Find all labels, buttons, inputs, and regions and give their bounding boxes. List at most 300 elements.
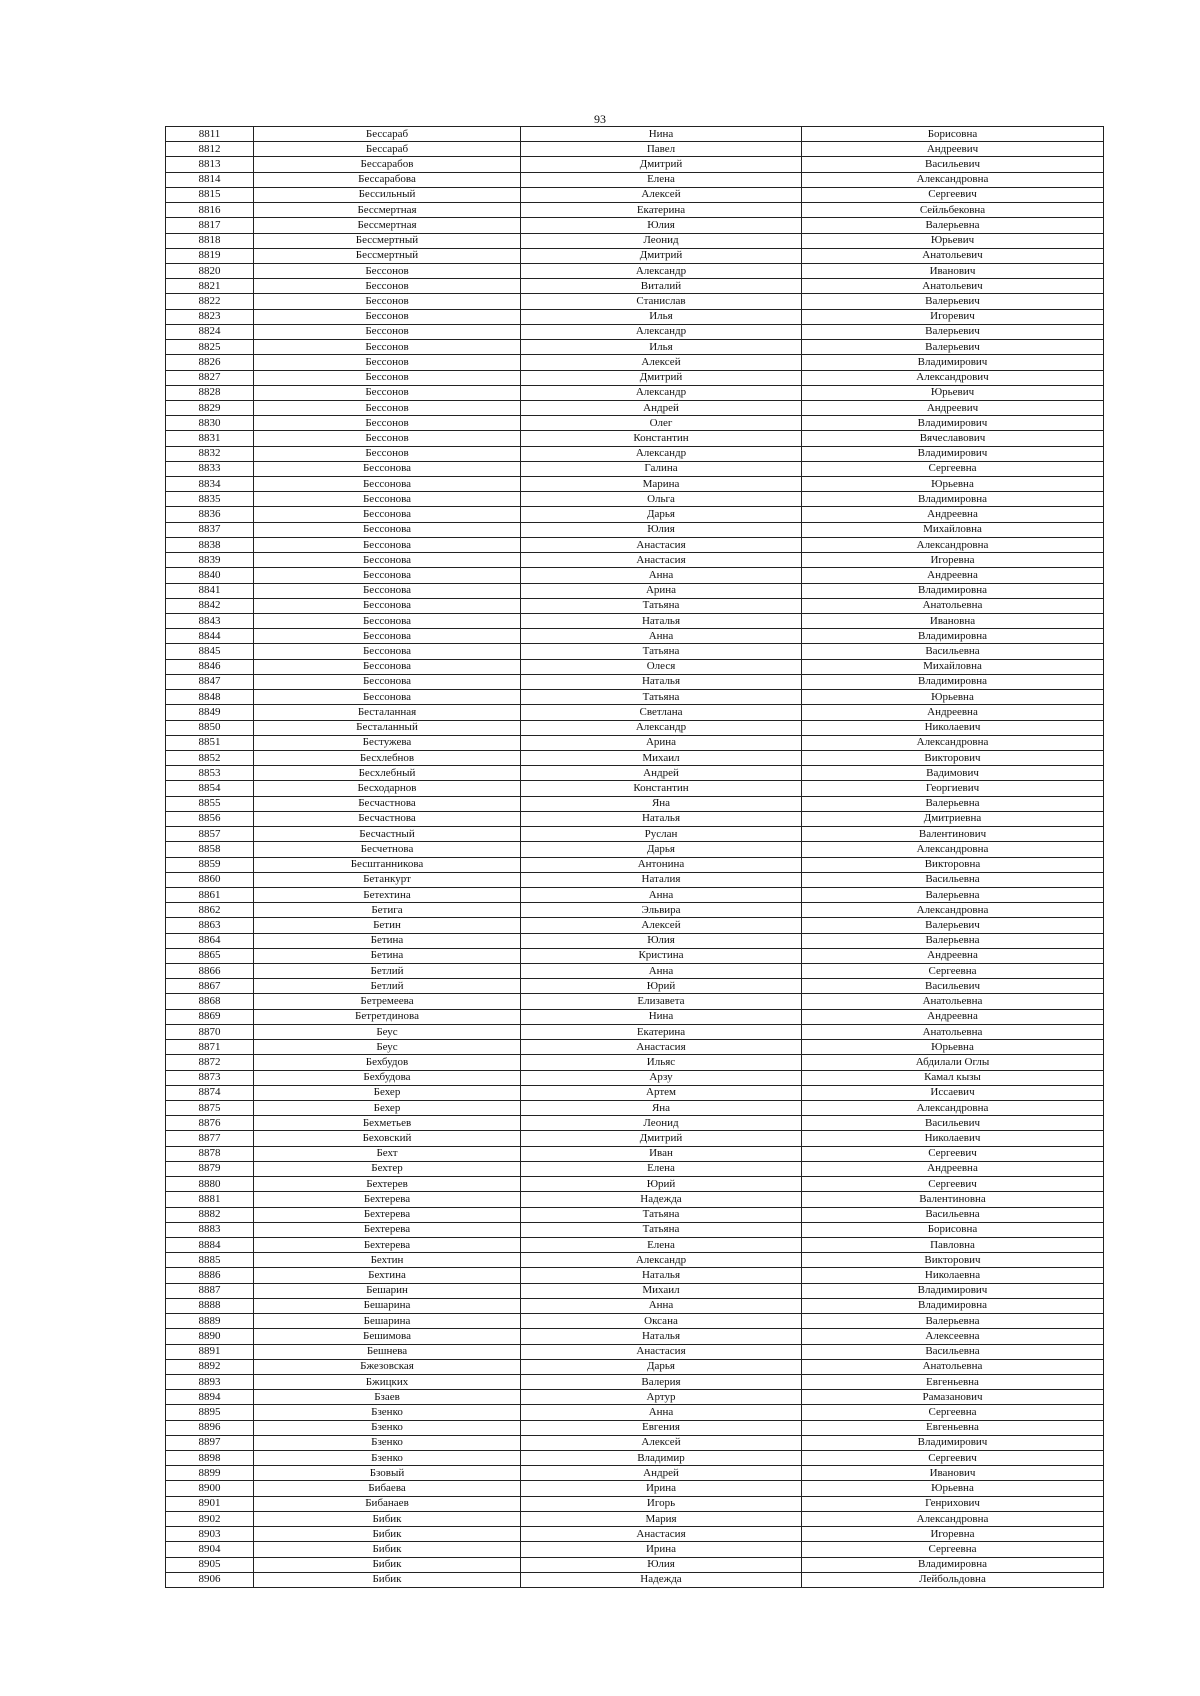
patronymic-cell: Сергеевна (802, 964, 1104, 979)
first-name-cell: Дарья (521, 1359, 802, 1374)
table-row (166, 553, 1104, 568)
last-name-cell: Бибик (254, 1511, 521, 1526)
last-name-cell: Бессонова (254, 477, 521, 492)
last-name-cell: Бесчетнова (254, 842, 521, 857)
first-name-cell: Елена (521, 1161, 802, 1176)
last-name-cell: Бессонова (254, 492, 521, 507)
patronymic-cell: Андреевич (802, 400, 1104, 415)
last-name-cell: Бибаева (254, 1481, 521, 1496)
row-number-cell: 8903 (166, 1527, 254, 1542)
table-row (166, 720, 1104, 735)
patronymic-cell: Георгиевич (802, 781, 1104, 796)
first-name-cell: Виталий (521, 279, 802, 294)
row-number-cell: 8836 (166, 507, 254, 522)
row-number-cell: 8868 (166, 994, 254, 1009)
first-name-cell: Олеся (521, 659, 802, 674)
table-row (166, 1101, 1104, 1116)
table-row (166, 1040, 1104, 1055)
last-name-cell: Бессонов (254, 431, 521, 446)
first-name-cell: Александр (521, 1253, 802, 1268)
table-row (166, 918, 1104, 933)
last-name-cell: Бессонов (254, 294, 521, 309)
last-name-cell: Бессонова (254, 629, 521, 644)
patronymic-cell: Васильевич (802, 979, 1104, 994)
patronymic-cell: Вадимович (802, 766, 1104, 781)
last-name-cell: Бешимова (254, 1329, 521, 1344)
row-number-cell: 8881 (166, 1192, 254, 1207)
last-name-cell: Бибик (254, 1527, 521, 1542)
last-name-cell: Бетина (254, 948, 521, 963)
last-name-cell: Бессонова (254, 507, 521, 522)
row-number-cell: 8857 (166, 827, 254, 842)
table-row (166, 142, 1104, 157)
table-row (166, 705, 1104, 720)
row-number-cell: 8880 (166, 1177, 254, 1192)
last-name-cell: Бессонова (254, 690, 521, 705)
patronymic-cell: Сергеевич (802, 1451, 1104, 1466)
table-row (166, 537, 1104, 552)
last-name-cell: Бехтерева (254, 1192, 521, 1207)
last-name-cell: Бехметьев (254, 1116, 521, 1131)
patronymic-cell: Анатольевна (802, 1024, 1104, 1039)
row-number-cell: 8900 (166, 1481, 254, 1496)
patronymic-cell: Владимировна (802, 1298, 1104, 1313)
row-number-cell: 8859 (166, 857, 254, 872)
table-row (166, 340, 1104, 355)
last-name-cell: Беховский (254, 1131, 521, 1146)
last-name-cell: Бессараб (254, 127, 521, 142)
row-number-cell: 8849 (166, 705, 254, 720)
first-name-cell: Юлия (521, 933, 802, 948)
row-number-cell: 8831 (166, 431, 254, 446)
first-name-cell: Алексей (521, 187, 802, 202)
first-name-cell: Нина (521, 1009, 802, 1024)
last-name-cell: Бессонов (254, 324, 521, 339)
first-name-cell: Надежда (521, 1192, 802, 1207)
patronymic-cell: Александровна (802, 1511, 1104, 1526)
last-name-cell: Бетретдинова (254, 1009, 521, 1024)
table-row (166, 766, 1104, 781)
patronymic-cell: Игоревич (802, 309, 1104, 324)
page-number: 93 (594, 112, 606, 126)
row-number-cell: 8835 (166, 492, 254, 507)
patronymic-cell: Николаевич (802, 1131, 1104, 1146)
patronymic-cell: Викторович (802, 750, 1104, 765)
first-name-cell: Артур (521, 1390, 802, 1405)
first-name-cell: Юлия (521, 218, 802, 233)
first-name-cell: Кристина (521, 948, 802, 963)
table-row (166, 933, 1104, 948)
patronymic-cell: Валерьевич (802, 294, 1104, 309)
patronymic-cell: Андреевич (802, 142, 1104, 157)
table-row (166, 1511, 1104, 1526)
patronymic-cell: Сергеевич (802, 1146, 1104, 1161)
last-name-cell: Бессонова (254, 614, 521, 629)
first-name-cell: Арина (521, 583, 802, 598)
last-name-cell: Бессонова (254, 537, 521, 552)
patronymic-cell: Васильевна (802, 1344, 1104, 1359)
patronymic-cell: Сергеевич (802, 187, 1104, 202)
row-number-cell: 8888 (166, 1298, 254, 1313)
patronymic-cell: Владимировна (802, 629, 1104, 644)
table-row (166, 263, 1104, 278)
row-number-cell: 8865 (166, 948, 254, 963)
table-row (166, 1207, 1104, 1222)
patronymic-cell: Андреевна (802, 507, 1104, 522)
last-name-cell: Бехер (254, 1085, 521, 1100)
row-number-cell: 8814 (166, 172, 254, 187)
first-name-cell: Анна (521, 1405, 802, 1420)
patronymic-cell: Юрьевна (802, 1040, 1104, 1055)
table-row (166, 309, 1104, 324)
table-row (166, 796, 1104, 811)
last-name-cell: Бехбудов (254, 1055, 521, 1070)
row-number-cell: 8842 (166, 598, 254, 613)
table-row (166, 1024, 1104, 1039)
first-name-cell: Андрей (521, 766, 802, 781)
first-name-cell: Наталия (521, 872, 802, 887)
table-row (166, 1374, 1104, 1389)
last-name-cell: Бехтер (254, 1161, 521, 1176)
row-number-cell: 8870 (166, 1024, 254, 1039)
row-number-cell: 8839 (166, 553, 254, 568)
last-name-cell: Бетин (254, 918, 521, 933)
table-row (166, 446, 1104, 461)
first-name-cell: Илья (521, 309, 802, 324)
first-name-cell: Оксана (521, 1314, 802, 1329)
table-row (166, 1329, 1104, 1344)
row-number-cell: 8884 (166, 1237, 254, 1252)
first-name-cell: Юрий (521, 1177, 802, 1192)
patronymic-cell: Дмитриевна (802, 811, 1104, 826)
table-row (166, 690, 1104, 705)
last-name-cell: Бессмертный (254, 248, 521, 263)
first-name-cell: Наталья (521, 1268, 802, 1283)
first-name-cell: Татьяна (521, 598, 802, 613)
last-name-cell: Бессонов (254, 309, 521, 324)
table-row (166, 187, 1104, 202)
first-name-cell: Анастасия (521, 1344, 802, 1359)
last-name-cell: Бессонова (254, 674, 521, 689)
table-row (166, 1116, 1104, 1131)
patronymic-cell: Анатольевна (802, 598, 1104, 613)
patronymic-cell: Игоревна (802, 553, 1104, 568)
row-number-cell: 8904 (166, 1542, 254, 1557)
first-name-cell: Анастасия (521, 1527, 802, 1542)
table-row (166, 233, 1104, 248)
table-row (166, 644, 1104, 659)
first-name-cell: Леонид (521, 1116, 802, 1131)
table-row (166, 416, 1104, 431)
patronymic-cell: Анатольевна (802, 994, 1104, 1009)
row-number-cell: 8846 (166, 659, 254, 674)
patronymic-cell: Валерьевна (802, 933, 1104, 948)
table-row (166, 294, 1104, 309)
table-row (166, 1481, 1104, 1496)
first-name-cell: Татьяна (521, 1207, 802, 1222)
first-name-cell: Юлия (521, 522, 802, 537)
row-number-cell: 8893 (166, 1374, 254, 1389)
row-number-cell: 8813 (166, 157, 254, 172)
first-name-cell: Иван (521, 1146, 802, 1161)
table-row (166, 1055, 1104, 1070)
last-name-cell: Бессонов (254, 370, 521, 385)
table-row (166, 1009, 1104, 1024)
row-number-cell: 8897 (166, 1435, 254, 1450)
patronymic-cell: Валерьевич (802, 918, 1104, 933)
row-number-cell: 8863 (166, 918, 254, 933)
last-name-cell: Бехтерев (254, 1177, 521, 1192)
last-name-cell: Бесчастнова (254, 796, 521, 811)
patronymic-cell: Анатольевич (802, 248, 1104, 263)
table-row (166, 1359, 1104, 1374)
last-name-cell: Бехбудова (254, 1070, 521, 1085)
row-number-cell: 8855 (166, 796, 254, 811)
patronymic-cell: Владимировна (802, 492, 1104, 507)
patronymic-cell: Андреевна (802, 568, 1104, 583)
patronymic-cell: Юрьевна (802, 477, 1104, 492)
last-name-cell: Бессонова (254, 553, 521, 568)
table-row (166, 811, 1104, 826)
table-row (166, 248, 1104, 263)
patronymic-cell: Сергеевна (802, 1405, 1104, 1420)
last-name-cell: Бехтерева (254, 1237, 521, 1252)
row-number-cell: 8817 (166, 218, 254, 233)
last-name-cell: Бехтина (254, 1268, 521, 1283)
row-number-cell: 8886 (166, 1268, 254, 1283)
patronymic-cell: Юрьевна (802, 1481, 1104, 1496)
row-number-cell: 8829 (166, 400, 254, 415)
last-name-cell: Бессонова (254, 522, 521, 537)
first-name-cell: Анна (521, 964, 802, 979)
first-name-cell: Надежда (521, 1572, 802, 1587)
patronymic-cell: Андреевна (802, 1161, 1104, 1176)
row-number-cell: 8901 (166, 1496, 254, 1511)
last-name-cell: Бессмертный (254, 233, 521, 248)
row-number-cell: 8902 (166, 1511, 254, 1526)
names-table-body (166, 127, 1104, 1588)
last-name-cell: Беус (254, 1040, 521, 1055)
row-number-cell: 8811 (166, 127, 254, 142)
last-name-cell: Бетанкурт (254, 872, 521, 887)
first-name-cell: Светлана (521, 705, 802, 720)
patronymic-cell: Александровна (802, 537, 1104, 552)
row-number-cell: 8872 (166, 1055, 254, 1070)
last-name-cell: Бесходарнов (254, 781, 521, 796)
patronymic-cell: Юрьевна (802, 690, 1104, 705)
table-row (166, 203, 1104, 218)
patronymic-cell: Владимировна (802, 1557, 1104, 1572)
row-number-cell: 8885 (166, 1253, 254, 1268)
row-number-cell: 8821 (166, 279, 254, 294)
last-name-cell: Бешарин (254, 1283, 521, 1298)
row-number-cell: 8847 (166, 674, 254, 689)
table-row (166, 461, 1104, 476)
last-name-cell: Бестужева (254, 735, 521, 750)
table-row (166, 1298, 1104, 1313)
patronymic-cell: Васильевич (802, 157, 1104, 172)
row-number-cell: 8871 (166, 1040, 254, 1055)
first-name-cell: Юлия (521, 1557, 802, 1572)
patronymic-cell: Абдилали Оглы (802, 1055, 1104, 1070)
last-name-cell: Бессмертная (254, 218, 521, 233)
first-name-cell: Татьяна (521, 690, 802, 705)
last-name-cell: Бессонов (254, 279, 521, 294)
last-name-cell: Бессонов (254, 340, 521, 355)
row-number-cell: 8876 (166, 1116, 254, 1131)
table-row (166, 1253, 1104, 1268)
first-name-cell: Анастасия (521, 1040, 802, 1055)
last-name-cell: Бессонов (254, 400, 521, 415)
patronymic-cell: Валерьевич (802, 340, 1104, 355)
patronymic-cell: Валентиновна (802, 1192, 1104, 1207)
last-name-cell: Бзенко (254, 1451, 521, 1466)
table-row (166, 1527, 1104, 1542)
row-number-cell: 8845 (166, 644, 254, 659)
last-name-cell: Бзенко (254, 1435, 521, 1450)
patronymic-cell: Камал кызы (802, 1070, 1104, 1085)
table-row (166, 674, 1104, 689)
table-row (166, 1390, 1104, 1405)
row-number-cell: 8905 (166, 1557, 254, 1572)
row-number-cell: 8869 (166, 1009, 254, 1024)
table-row (166, 355, 1104, 370)
row-number-cell: 8812 (166, 142, 254, 157)
last-name-cell: Бессонова (254, 644, 521, 659)
last-name-cell: Бесчастный (254, 827, 521, 842)
table-row (166, 1557, 1104, 1572)
first-name-cell: Руслан (521, 827, 802, 842)
last-name-cell: Бессонова (254, 659, 521, 674)
row-number-cell: 8848 (166, 690, 254, 705)
patronymic-cell: Васильевна (802, 872, 1104, 887)
row-number-cell: 8827 (166, 370, 254, 385)
patronymic-cell: Рамазанович (802, 1390, 1104, 1405)
patronymic-cell: Генрихович (802, 1496, 1104, 1511)
patronymic-cell: Александровна (802, 735, 1104, 750)
last-name-cell: Бессарабова (254, 172, 521, 187)
row-number-cell: 8883 (166, 1222, 254, 1237)
first-name-cell: Алексей (521, 1435, 802, 1450)
table-row (166, 750, 1104, 765)
table-row (166, 507, 1104, 522)
row-number-cell: 8850 (166, 720, 254, 735)
last-name-cell: Бибанаев (254, 1496, 521, 1511)
last-name-cell: Бешарина (254, 1298, 521, 1313)
last-name-cell: Бесштанникова (254, 857, 521, 872)
first-name-cell: Яна (521, 1101, 802, 1116)
patronymic-cell: Васильевич (802, 1116, 1104, 1131)
row-number-cell: 8895 (166, 1405, 254, 1420)
last-name-cell: Бешнева (254, 1344, 521, 1359)
patronymic-cell: Викторович (802, 1253, 1104, 1268)
first-name-cell: Анна (521, 629, 802, 644)
last-name-cell: Бехтин (254, 1253, 521, 1268)
table-row (166, 1542, 1104, 1557)
patronymic-cell: Викторовна (802, 857, 1104, 872)
table-row (166, 1131, 1104, 1146)
patronymic-cell: Александровна (802, 172, 1104, 187)
row-number-cell: 8873 (166, 1070, 254, 1085)
last-name-cell: Бесхлебный (254, 766, 521, 781)
table-row (166, 887, 1104, 902)
last-name-cell: Бзенко (254, 1405, 521, 1420)
first-name-cell: Дмитрий (521, 248, 802, 263)
last-name-cell: Бессонов (254, 263, 521, 278)
first-name-cell: Дарья (521, 842, 802, 857)
row-number-cell: 8860 (166, 872, 254, 887)
row-number-cell: 8833 (166, 461, 254, 476)
row-number-cell: 8896 (166, 1420, 254, 1435)
row-number-cell: 8820 (166, 263, 254, 278)
patronymic-cell: Владимирович (802, 355, 1104, 370)
first-name-cell: Дмитрий (521, 1131, 802, 1146)
patronymic-cell: Борисовна (802, 1222, 1104, 1237)
last-name-cell: Бзенко (254, 1420, 521, 1435)
row-number-cell: 8826 (166, 355, 254, 370)
row-number-cell: 8879 (166, 1161, 254, 1176)
first-name-cell: Константин (521, 431, 802, 446)
first-name-cell: Арзу (521, 1070, 802, 1085)
table-row (166, 127, 1104, 142)
patronymic-cell: Александрович (802, 370, 1104, 385)
table-row (166, 1314, 1104, 1329)
first-name-cell: Екатерина (521, 1024, 802, 1039)
first-name-cell: Алексей (521, 918, 802, 933)
row-number-cell: 8906 (166, 1572, 254, 1587)
first-name-cell: Михаил (521, 750, 802, 765)
patronymic-cell: Борисовна (802, 127, 1104, 142)
table-row (166, 1435, 1104, 1450)
names-table (165, 126, 1104, 1588)
patronymic-cell: Александровна (802, 1101, 1104, 1116)
row-number-cell: 8828 (166, 385, 254, 400)
patronymic-cell: Сергеевич (802, 1177, 1104, 1192)
first-name-cell: Александр (521, 385, 802, 400)
table-row (166, 1070, 1104, 1085)
first-name-cell: Александр (521, 720, 802, 735)
first-name-cell: Владимир (521, 1451, 802, 1466)
row-number-cell: 8894 (166, 1390, 254, 1405)
table-row (166, 1146, 1104, 1161)
row-number-cell: 8852 (166, 750, 254, 765)
table-row (166, 1192, 1104, 1207)
first-name-cell: Ольга (521, 492, 802, 507)
patronymic-cell: Андреевна (802, 948, 1104, 963)
patronymic-cell: Валерьевна (802, 796, 1104, 811)
last-name-cell: Бзаев (254, 1390, 521, 1405)
first-name-cell: Валерия (521, 1374, 802, 1389)
last-name-cell: Бехтерева (254, 1222, 521, 1237)
first-name-cell: Андрей (521, 1466, 802, 1481)
patronymic-cell: Валерьевна (802, 218, 1104, 233)
patronymic-cell: Павловна (802, 1237, 1104, 1252)
last-name-cell: Бессонова (254, 568, 521, 583)
patronymic-cell: Владимирович (802, 1435, 1104, 1450)
table-row (166, 614, 1104, 629)
row-number-cell: 8877 (166, 1131, 254, 1146)
patronymic-cell: Валерьевна (802, 1314, 1104, 1329)
table-row (166, 1222, 1104, 1237)
table-row (166, 659, 1104, 674)
patronymic-cell: Александровна (802, 842, 1104, 857)
row-number-cell: 8830 (166, 416, 254, 431)
row-number-cell: 8891 (166, 1344, 254, 1359)
table-row (166, 1405, 1104, 1420)
patronymic-cell: Юрьевич (802, 233, 1104, 248)
table-row (166, 948, 1104, 963)
row-number-cell: 8837 (166, 522, 254, 537)
